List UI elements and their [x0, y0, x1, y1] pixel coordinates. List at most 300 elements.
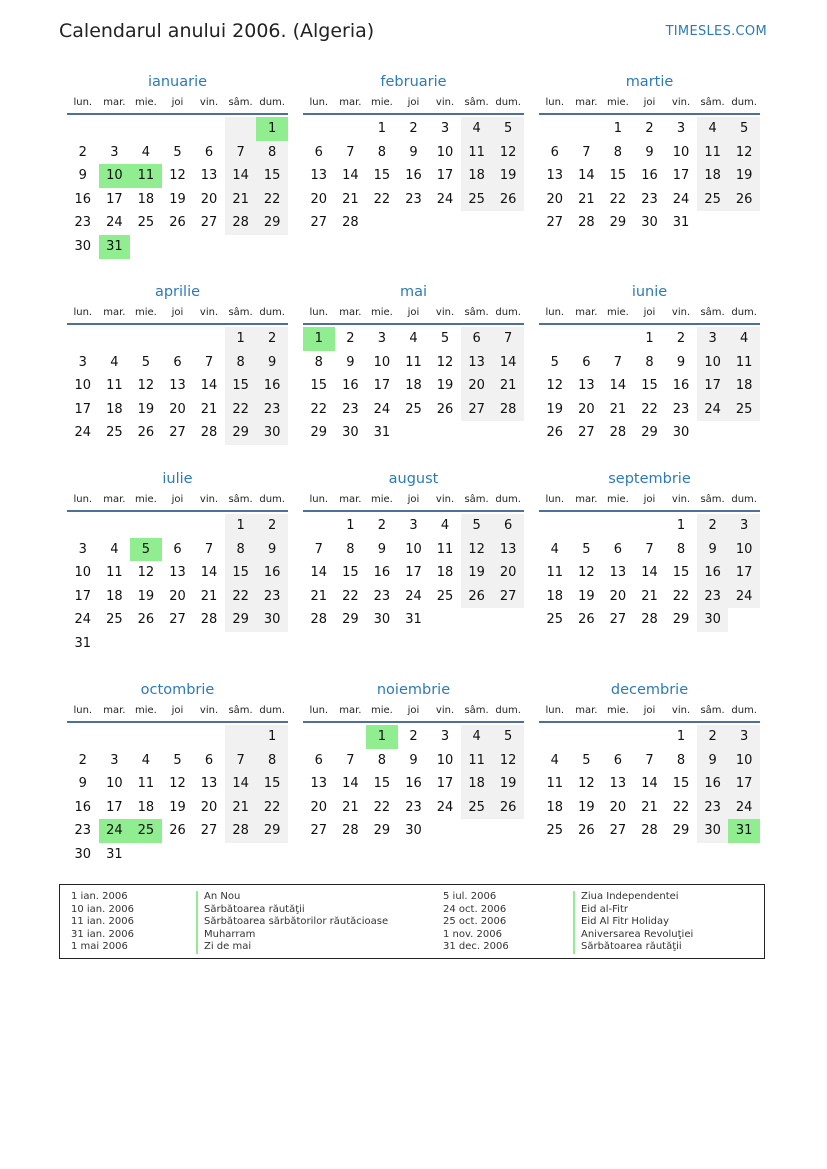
day-cell[interactable]: 22 [256, 796, 288, 820]
day-cell[interactable]: 13 [200, 168, 218, 184]
day-cell[interactable]: 6 [461, 327, 493, 351]
day-cell[interactable]: 17 [436, 776, 454, 792]
day-cell[interactable]: 2 [409, 729, 418, 744]
day-cell[interactable]: 9 [78, 168, 87, 184]
day-cell[interactable]: 16 [641, 168, 658, 184]
day-cell[interactable]: 7 [492, 327, 524, 351]
day-cell[interactable]: 11 [106, 565, 123, 581]
day-cell[interactable]: 7 [225, 749, 257, 773]
day-cell[interactable]: 4 [110, 541, 119, 557]
day-cell[interactable]: 21 [578, 191, 595, 207]
day-cell[interactable]: 10 [373, 354, 391, 370]
day-cell[interactable]: 11 [546, 776, 564, 792]
day-cell[interactable]: 26 [461, 585, 493, 609]
day-cell[interactable]: 3 [110, 752, 119, 768]
holiday-day-cell[interactable]: 31 [728, 819, 760, 843]
day-cell[interactable]: 28 [342, 823, 359, 839]
day-cell[interactable]: 9 [78, 776, 87, 792]
day-cell[interactable]: 3 [728, 514, 760, 538]
day-cell[interactable]: 6 [314, 144, 323, 160]
day-cell[interactable]: 18 [461, 772, 493, 796]
day-cell[interactable]: 1 [256, 725, 288, 749]
day-cell[interactable]: 30 [256, 421, 288, 445]
day-cell[interactable]: 14 [310, 565, 328, 581]
day-cell[interactable]: 19 [137, 588, 155, 604]
day-cell[interactable]: 29 [373, 823, 391, 839]
day-cell[interactable]: 14 [342, 776, 359, 792]
day-cell[interactable]: 9 [256, 538, 288, 562]
day-cell[interactable]: 20 [492, 561, 524, 585]
day-cell[interactable]: 19 [169, 799, 186, 815]
day-cell[interactable]: 8 [645, 354, 654, 370]
holiday-day-cell[interactable]: 25 [130, 819, 162, 843]
day-cell[interactable]: 2 [256, 514, 288, 538]
day-cell[interactable]: 9 [645, 144, 654, 160]
day-cell[interactable]: 15 [373, 776, 391, 792]
day-cell[interactable]: 18 [106, 588, 123, 604]
day-cell[interactable]: 5 [440, 331, 450, 346]
day-cell[interactable]: 12 [492, 749, 524, 773]
day-cell[interactable]: 4 [550, 752, 559, 768]
day-cell[interactable]: 30 [256, 608, 288, 632]
day-cell[interactable]: 5 [492, 117, 524, 141]
day-cell[interactable]: 25 [546, 823, 564, 839]
day-cell[interactable]: 19 [578, 799, 595, 815]
day-cell[interactable]: 22 [310, 401, 328, 417]
day-cell[interactable]: 1 [225, 514, 257, 538]
day-cell[interactable]: 9 [409, 144, 418, 160]
day-cell[interactable]: 4 [409, 331, 418, 346]
day-cell[interactable]: 6 [173, 354, 182, 370]
day-cell[interactable]: 4 [697, 117, 729, 141]
day-cell[interactable]: 20 [200, 799, 218, 815]
day-cell[interactable]: 5 [461, 514, 493, 538]
day-cell[interactable]: 28 [310, 612, 328, 628]
day-cell[interactable]: 15 [609, 168, 627, 184]
day-cell[interactable]: 2 [346, 331, 355, 346]
day-cell[interactable]: 6 [613, 541, 623, 557]
day-cell[interactable]: 7 [314, 541, 323, 557]
day-cell[interactable]: 22 [256, 188, 288, 212]
day-cell[interactable]: 2 [676, 331, 686, 346]
day-cell[interactable]: 16 [342, 378, 359, 394]
day-cell[interactable]: 17 [74, 588, 92, 604]
day-cell[interactable]: 16 [672, 378, 690, 394]
day-cell[interactable]: 15 [342, 565, 359, 581]
day-cell[interactable]: 1 [346, 518, 355, 533]
day-cell[interactable]: 3 [440, 121, 450, 136]
day-cell[interactable]: 7 [204, 354, 214, 370]
day-cell[interactable]: 22 [225, 585, 257, 609]
day-cell[interactable]: 6 [173, 541, 182, 557]
holiday-day-cell[interactable]: 11 [130, 164, 162, 188]
day-cell[interactable]: 1 [676, 729, 686, 744]
day-cell[interactable]: 10 [672, 144, 690, 160]
day-cell[interactable]: 26 [578, 612, 595, 628]
holiday-day-cell[interactable]: 1 [366, 725, 398, 749]
day-cell[interactable]: 18 [405, 378, 422, 394]
day-cell[interactable]: 12 [436, 354, 454, 370]
day-cell[interactable]: 27 [578, 425, 595, 441]
day-cell[interactable]: 23 [672, 401, 690, 417]
day-cell[interactable]: 29 [672, 612, 690, 628]
day-cell[interactable]: 25 [546, 612, 564, 628]
day-cell[interactable]: 24 [697, 398, 729, 422]
day-cell[interactable]: 6 [314, 752, 323, 768]
day-cell[interactable]: 30 [74, 846, 92, 862]
day-cell[interactable]: 10 [697, 351, 729, 375]
holiday-day-cell[interactable]: 5 [130, 538, 162, 562]
day-cell[interactable]: 2 [256, 327, 288, 351]
day-cell[interactable]: 22 [641, 401, 658, 417]
day-cell[interactable]: 17 [436, 168, 454, 184]
day-cell[interactable]: 8 [314, 354, 323, 370]
day-cell[interactable]: 2 [645, 121, 654, 136]
day-cell[interactable]: 24 [373, 401, 391, 417]
day-cell[interactable]: 29 [672, 823, 690, 839]
day-cell[interactable]: 3 [440, 729, 450, 744]
day-cell[interactable]: 19 [436, 378, 454, 394]
day-cell[interactable]: 27 [200, 823, 218, 839]
day-cell[interactable]: 18 [137, 799, 155, 815]
day-cell[interactable]: 5 [550, 354, 559, 370]
day-cell[interactable]: 18 [697, 164, 729, 188]
day-cell[interactable]: 15 [256, 772, 288, 796]
day-cell[interactable]: 20 [169, 588, 186, 604]
day-cell[interactable]: 14 [641, 565, 658, 581]
day-cell[interactable]: 28 [342, 215, 359, 231]
day-cell[interactable]: 7 [204, 541, 214, 557]
day-cell[interactable]: 13 [169, 378, 186, 394]
day-cell[interactable]: 24 [436, 191, 454, 207]
day-cell[interactable]: 2 [697, 725, 729, 749]
day-cell[interactable]: 9 [256, 351, 288, 375]
day-cell[interactable]: 26 [578, 823, 595, 839]
day-cell[interactable]: 24 [436, 799, 454, 815]
day-cell[interactable]: 23 [74, 215, 92, 231]
day-cell[interactable]: 10 [74, 378, 92, 394]
day-cell[interactable]: 11 [137, 776, 155, 792]
day-cell[interactable]: 13 [310, 168, 328, 184]
day-cell[interactable]: 20 [310, 799, 328, 815]
holiday-day-cell[interactable]: 10 [99, 164, 131, 188]
day-cell[interactable]: 28 [492, 398, 524, 422]
day-cell[interactable]: 12 [546, 378, 564, 394]
day-cell[interactable]: 24 [672, 191, 690, 207]
day-cell[interactable]: 11 [436, 541, 454, 557]
day-cell[interactable]: 3 [110, 144, 119, 160]
day-cell[interactable]: 31 [74, 635, 92, 651]
day-cell[interactable]: 30 [74, 238, 92, 254]
day-cell[interactable]: 8 [256, 141, 288, 165]
day-cell[interactable]: 10 [436, 752, 454, 768]
day-cell[interactable]: 6 [613, 752, 623, 768]
day-cell[interactable]: 27 [310, 215, 328, 231]
day-cell[interactable]: 21 [200, 401, 218, 417]
day-cell[interactable]: 26 [546, 425, 564, 441]
day-cell[interactable]: 10 [436, 144, 454, 160]
day-cell[interactable]: 6 [550, 144, 559, 160]
day-cell[interactable]: 3 [697, 327, 729, 351]
day-cell[interactable]: 12 [492, 141, 524, 165]
day-cell[interactable]: 5 [728, 117, 760, 141]
day-cell[interactable]: 14 [200, 565, 218, 581]
day-cell[interactable]: 9 [697, 538, 729, 562]
day-cell[interactable]: 14 [225, 164, 257, 188]
day-cell[interactable]: 27 [310, 823, 328, 839]
day-cell[interactable]: 25 [137, 215, 155, 231]
day-cell[interactable]: 3 [409, 518, 418, 533]
day-cell[interactable]: 3 [377, 331, 387, 346]
day-cell[interactable]: 19 [169, 191, 186, 207]
day-cell[interactable]: 8 [377, 144, 387, 160]
day-cell[interactable]: 30 [405, 823, 422, 839]
day-cell[interactable]: 27 [169, 612, 186, 628]
day-cell[interactable]: 6 [492, 514, 524, 538]
day-cell[interactable]: 20 [200, 191, 218, 207]
day-cell[interactable]: 27 [461, 398, 493, 422]
day-cell[interactable]: 10 [728, 538, 760, 562]
day-cell[interactable]: 18 [546, 588, 564, 604]
day-cell[interactable]: 21 [225, 796, 257, 820]
day-cell[interactable]: 17 [373, 378, 391, 394]
day-cell[interactable]: 4 [141, 752, 151, 768]
day-cell[interactable]: 19 [546, 401, 564, 417]
day-cell[interactable]: 15 [225, 374, 257, 398]
day-cell[interactable]: 30 [373, 612, 391, 628]
day-cell[interactable]: 3 [676, 121, 686, 136]
day-cell[interactable]: 3 [78, 354, 87, 370]
day-cell[interactable]: 17 [672, 168, 690, 184]
day-cell[interactable]: 23 [641, 191, 658, 207]
day-cell[interactable]: 5 [173, 144, 182, 160]
day-cell[interactable]: 21 [492, 374, 524, 398]
day-cell[interactable]: 30 [697, 608, 729, 632]
day-cell[interactable]: 11 [728, 351, 760, 375]
day-cell[interactable]: 7 [645, 541, 654, 557]
day-cell[interactable]: 5 [492, 725, 524, 749]
day-cell[interactable]: 4 [110, 354, 119, 370]
day-cell[interactable]: 31 [106, 846, 123, 862]
day-cell[interactable]: 16 [405, 168, 422, 184]
day-cell[interactable]: 13 [609, 565, 627, 581]
day-cell[interactable]: 11 [106, 378, 123, 394]
day-cell[interactable]: 16 [405, 776, 422, 792]
day-cell[interactable]: 15 [672, 565, 690, 581]
day-cell[interactable]: 11 [405, 354, 422, 370]
day-cell[interactable]: 28 [578, 215, 595, 231]
day-cell[interactable]: 4 [141, 144, 151, 160]
day-cell[interactable]: 17 [728, 561, 760, 585]
day-cell[interactable]: 9 [346, 354, 355, 370]
day-cell[interactable]: 26 [728, 188, 760, 212]
day-cell[interactable]: 8 [676, 541, 686, 557]
day-cell[interactable]: 15 [225, 561, 257, 585]
day-cell[interactable]: 19 [492, 772, 524, 796]
day-cell[interactable]: 8 [613, 144, 623, 160]
day-cell[interactable]: 21 [641, 588, 658, 604]
day-cell[interactable]: 13 [310, 776, 328, 792]
day-cell[interactable]: 9 [697, 749, 729, 773]
day-cell[interactable]: 17 [728, 772, 760, 796]
day-cell[interactable]: 21 [200, 588, 218, 604]
day-cell[interactable]: 13 [461, 351, 493, 375]
day-cell[interactable]: 25 [106, 425, 123, 441]
day-cell[interactable]: 21 [609, 401, 627, 417]
day-cell[interactable]: 22 [609, 191, 627, 207]
day-cell[interactable]: 29 [609, 215, 627, 231]
day-cell[interactable]: 10 [728, 749, 760, 773]
day-cell[interactable]: 19 [492, 164, 524, 188]
day-cell[interactable]: 12 [461, 538, 493, 562]
holiday-day-cell[interactable]: 24 [99, 819, 131, 843]
day-cell[interactable]: 25 [461, 188, 493, 212]
day-cell[interactable]: 24 [74, 425, 92, 441]
day-cell[interactable]: 24 [74, 612, 92, 628]
day-cell[interactable]: 22 [373, 799, 391, 815]
day-cell[interactable]: 21 [225, 188, 257, 212]
day-cell[interactable]: 14 [342, 168, 359, 184]
day-cell[interactable]: 4 [550, 541, 559, 557]
day-cell[interactable]: 14 [225, 772, 257, 796]
day-cell[interactable]: 18 [106, 401, 123, 417]
day-cell[interactable]: 13 [200, 776, 218, 792]
day-cell[interactable]: 2 [409, 121, 418, 136]
day-cell[interactable]: 11 [461, 749, 493, 773]
day-cell[interactable]: 10 [106, 776, 123, 792]
day-cell[interactable]: 31 [672, 215, 690, 231]
day-cell[interactable]: 7 [346, 144, 355, 160]
day-cell[interactable]: 22 [672, 799, 690, 815]
day-cell[interactable]: 14 [641, 776, 658, 792]
day-cell[interactable]: 9 [676, 354, 686, 370]
day-cell[interactable]: 7 [346, 752, 355, 768]
day-cell[interactable]: 23 [697, 585, 729, 609]
day-cell[interactable]: 25 [405, 401, 422, 417]
day-cell[interactable]: 24 [106, 215, 123, 231]
day-cell[interactable]: 5 [582, 752, 591, 768]
day-cell[interactable]: 23 [74, 823, 92, 839]
day-cell[interactable]: 2 [697, 514, 729, 538]
day-cell[interactable]: 31 [373, 425, 391, 441]
day-cell[interactable]: 23 [373, 588, 391, 604]
day-cell[interactable]: 15 [310, 378, 328, 394]
day-cell[interactable]: 17 [106, 191, 123, 207]
day-cell[interactable]: 5 [173, 752, 182, 768]
day-cell[interactable]: 10 [74, 565, 92, 581]
day-cell[interactable]: 16 [697, 561, 729, 585]
day-cell[interactable]: 5 [582, 541, 591, 557]
day-cell[interactable]: 23 [405, 191, 422, 207]
day-cell[interactable]: 21 [310, 588, 328, 604]
day-cell[interactable]: 4 [461, 117, 493, 141]
day-cell[interactable]: 6 [204, 144, 214, 160]
day-cell[interactable]: 19 [137, 401, 155, 417]
day-cell[interactable]: 13 [492, 538, 524, 562]
day-cell[interactable]: 25 [728, 398, 760, 422]
day-cell[interactable]: 20 [609, 588, 627, 604]
day-cell[interactable]: 20 [546, 191, 564, 207]
day-cell[interactable]: 11 [546, 565, 564, 581]
day-cell[interactable]: 14 [200, 378, 218, 394]
day-cell[interactable]: 6 [204, 752, 214, 768]
day-cell[interactable]: 29 [342, 612, 359, 628]
day-cell[interactable]: 19 [461, 561, 493, 585]
day-cell[interactable]: 12 [137, 565, 155, 581]
day-cell[interactable]: 22 [672, 588, 690, 604]
day-cell[interactable]: 22 [225, 398, 257, 422]
day-cell[interactable]: 12 [169, 776, 186, 792]
day-cell[interactable]: 12 [578, 565, 595, 581]
day-cell[interactable]: 1 [645, 331, 654, 346]
day-cell[interactable]: 26 [169, 823, 186, 839]
day-cell[interactable]: 26 [436, 401, 454, 417]
day-cell[interactable]: 12 [728, 141, 760, 165]
day-cell[interactable]: 17 [106, 799, 123, 815]
day-cell[interactable]: 8 [256, 749, 288, 773]
day-cell[interactable]: 26 [492, 188, 524, 212]
day-cell[interactable]: 7 [582, 144, 591, 160]
day-cell[interactable]: 27 [169, 425, 186, 441]
day-cell[interactable]: 17 [697, 374, 729, 398]
day-cell[interactable]: 18 [546, 799, 564, 815]
day-cell[interactable]: 4 [440, 518, 450, 533]
day-cell[interactable]: 6 [582, 354, 591, 370]
day-cell[interactable]: 15 [256, 164, 288, 188]
day-cell[interactable]: 16 [74, 191, 92, 207]
day-cell[interactable]: 18 [436, 565, 454, 581]
day-cell[interactable]: 1 [676, 518, 686, 533]
day-cell[interactable]: 26 [169, 215, 186, 231]
day-cell[interactable]: 18 [461, 164, 493, 188]
holiday-day-cell[interactable]: 31 [99, 235, 131, 259]
day-cell[interactable]: 15 [641, 378, 658, 394]
day-cell[interactable]: 11 [461, 141, 493, 165]
day-cell[interactable]: 24 [728, 585, 760, 609]
day-cell[interactable]: 17 [74, 401, 92, 417]
day-cell[interactable]: 30 [672, 425, 690, 441]
day-cell[interactable]: 14 [609, 378, 627, 394]
day-cell[interactable]: 19 [578, 588, 595, 604]
day-cell[interactable]: 12 [578, 776, 595, 792]
day-cell[interactable]: 27 [609, 823, 627, 839]
day-cell[interactable]: 20 [609, 799, 627, 815]
day-cell[interactable]: 30 [641, 215, 658, 231]
day-cell[interactable]: 2 [78, 144, 87, 160]
day-cell[interactable]: 3 [728, 725, 760, 749]
day-cell[interactable]: 28 [200, 425, 218, 441]
day-cell[interactable]: 3 [78, 541, 87, 557]
day-cell[interactable]: 28 [609, 425, 627, 441]
day-cell[interactable]: 21 [342, 191, 359, 207]
day-cell[interactable]: 23 [342, 401, 359, 417]
day-cell[interactable]: 27 [546, 215, 564, 231]
day-cell[interactable]: 27 [200, 215, 218, 231]
day-cell[interactable]: 24 [405, 588, 422, 604]
day-cell[interactable]: 29 [225, 421, 257, 445]
day-cell[interactable]: 26 [137, 425, 155, 441]
day-cell[interactable]: 8 [225, 351, 257, 375]
day-cell[interactable]: 7 [613, 354, 623, 370]
day-cell[interactable]: 15 [373, 168, 391, 184]
day-cell[interactable]: 23 [405, 799, 422, 815]
day-cell[interactable]: 27 [492, 585, 524, 609]
day-cell[interactable]: 23 [256, 585, 288, 609]
day-cell[interactable]: 13 [546, 168, 564, 184]
day-cell[interactable]: 4 [461, 725, 493, 749]
day-cell[interactable]: 17 [405, 565, 422, 581]
day-cell[interactable]: 29 [225, 608, 257, 632]
